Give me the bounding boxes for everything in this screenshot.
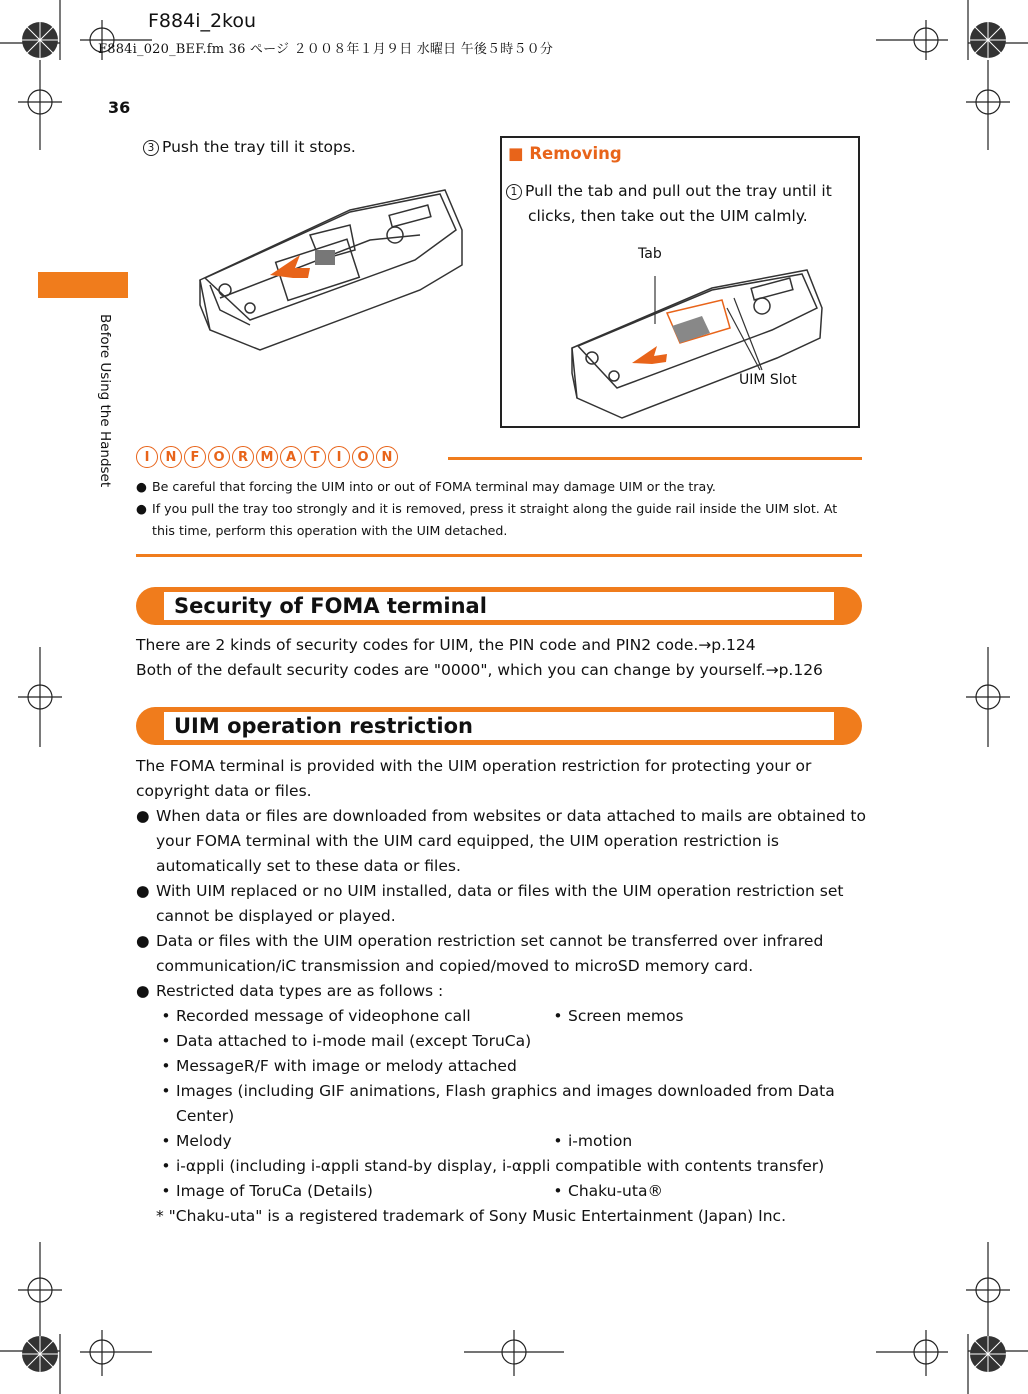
section-title: UIM operation restriction [164, 712, 834, 740]
security-line-2: Both of the default security codes are "0000", which you can change by yourself.→p.126 [136, 661, 823, 679]
type-item: Data attached to i-mode mail (except ToruCa) [176, 1032, 532, 1050]
file-info-line: F884i_020_BEF.fm 36 ページ ２００８年１月９日 水曜日 午後５時５０分 [98, 42, 554, 57]
bullet-text: When data or files are downloaded from websites or data attached to mails are obtained to your FOMA terminal with the UIM card equipped, the UIM operation restriction is automatically set to these data or files. [156, 807, 866, 875]
trademark-footnote: * "Chaku-uta" is a registered trademark of Sony Music Entertainment (Japan) Inc. [156, 1207, 786, 1225]
type-row: • MessageR/F with image or melody attached [156, 1054, 866, 1079]
type-row: • Data attached to i-mode mail (except ToruCa) [156, 1029, 866, 1054]
bullet-text: Restricted data types are as follows : [156, 982, 444, 1000]
info-letter: M [256, 446, 278, 468]
info-letter: A [280, 446, 302, 468]
restriction-bullet: ● With UIM replaced or no UIM installed, data or files with the UIM operation restriction set cannot be displayed or played. [136, 879, 866, 929]
removing-box [500, 136, 860, 428]
restriction-bullet: ● Data or files with the UIM operation restriction set cannot be transferred over infrared communication/iC transmission and copied/moved to microSD memory card. [136, 929, 866, 979]
type-item: Image of ToruCa (Details) [176, 1182, 373, 1200]
info-letter: I [136, 446, 158, 468]
info-letter: O [352, 446, 374, 468]
step-number: 1 [506, 184, 522, 200]
security-section-heading [136, 587, 862, 625]
chapter-label: Before Using the Handset [97, 314, 113, 488]
info-letter: T [304, 446, 326, 468]
phone-insert-illustration [190, 180, 480, 360]
info-bullet: ● Be careful that forcing the UIM into or out of FOMA terminal may damage UIM or the tray. [136, 476, 856, 498]
tab-callout: Tab [638, 246, 662, 262]
type-item: MessageR/F with image or melody attached [176, 1057, 517, 1075]
info-bullet: ● If you pull the tray too strongly and it is removed, press it straight along the guide rail inside the UIM slot. At this time, perform this operation with the UIM detached. [136, 498, 856, 542]
section-title: Security of FOMA terminal [164, 592, 834, 620]
type-item: Chaku-uta® [568, 1182, 663, 1200]
security-line-1: There are 2 kinds of security codes for UIM, the PIN code and PIN2 code.→p.124 [136, 636, 756, 654]
type-row: • i-αppli (including i-αppli stand-by display, i-αppli compatible with contents transfer) [156, 1154, 866, 1179]
type-item: Screen memos [568, 1007, 684, 1025]
type-item: Images (including GIF animations, Flash graphics and images downloaded from Data Center) [176, 1082, 835, 1125]
document-title: F884i_2kou [148, 10, 257, 32]
bullet-text: With UIM replaced or no UIM installed, data or files with the UIM operation restriction set cannot be displayed or played. [156, 882, 844, 925]
restriction-intro: The FOMA terminal is provided with the UIM operation restriction for protecting your or copyright data or files. [136, 757, 812, 800]
information-rule [448, 457, 862, 460]
step-number: 3 [143, 140, 159, 156]
info-letter: O [208, 446, 230, 468]
information-notes [136, 476, 856, 542]
removing-heading: ■ Removing [508, 144, 622, 163]
info-bullet-text: Be careful that forcing the UIM into or out of FOMA terminal may damage UIM or the tray. [152, 479, 716, 494]
type-item: Melody [176, 1132, 232, 1150]
chapter-tab [38, 272, 128, 298]
type-row: • Images (including GIF animations, Flash graphics and images downloaded from Data Center) [156, 1079, 866, 1129]
information-heading [136, 446, 398, 468]
type-item: Recorded message of videophone call [176, 1007, 471, 1025]
info-letter: I [328, 446, 350, 468]
info-letter: N [376, 446, 398, 468]
type-row: • Melody • i-motion [156, 1129, 866, 1154]
step-text: Pull the tab and pull out the tray until it clicks, then take out the UIM calmly. [525, 182, 832, 225]
type-item: i-αppli (including i-αppli stand-by display, i-αppli compatible with contents transfer) [176, 1157, 825, 1175]
insert-step-3 [143, 135, 356, 160]
type-row: • Recorded message of videophone call • Screen memos [156, 1004, 866, 1029]
restriction-bullet: ● Restricted data types are as follows : [136, 979, 866, 1004]
restriction-bullet: ● When data or files are downloaded from websites or data attached to mails are obtained to your FOMA terminal with the UIM card equipped, the UIM operation restriction is automatically set to these data or files. [136, 804, 866, 879]
type-row: • Image of ToruCa (Details) • Chaku-uta® [156, 1179, 866, 1204]
step-text: Push the tray till it stops. [162, 138, 356, 156]
restricted-types-list [136, 1004, 866, 1229]
bullet-text: Data or files with the UIM operation restriction set cannot be transferred over infrared communication/iC transmission and copied/moved to microSD memory card. [156, 932, 824, 975]
phone-remove-illustration [562, 258, 862, 428]
restriction-section-heading [136, 707, 862, 745]
info-letter: R [232, 446, 254, 468]
restriction-body [136, 754, 866, 1229]
security-body [136, 633, 866, 683]
info-bullet-text: If you pull the tray too strongly and it is removed, press it straight along the guide rail inside the UIM slot. At this time, perform this operation with the UIM detached. [152, 501, 838, 538]
uim-slot-callout: UIM Slot [739, 372, 797, 388]
info-letter: F [184, 446, 206, 468]
removing-step-1 [506, 179, 846, 229]
type-item: i-motion [568, 1132, 633, 1150]
information-bottom-rule [136, 554, 862, 557]
info-letter: N [160, 446, 182, 468]
page-number: 36 [108, 98, 131, 117]
